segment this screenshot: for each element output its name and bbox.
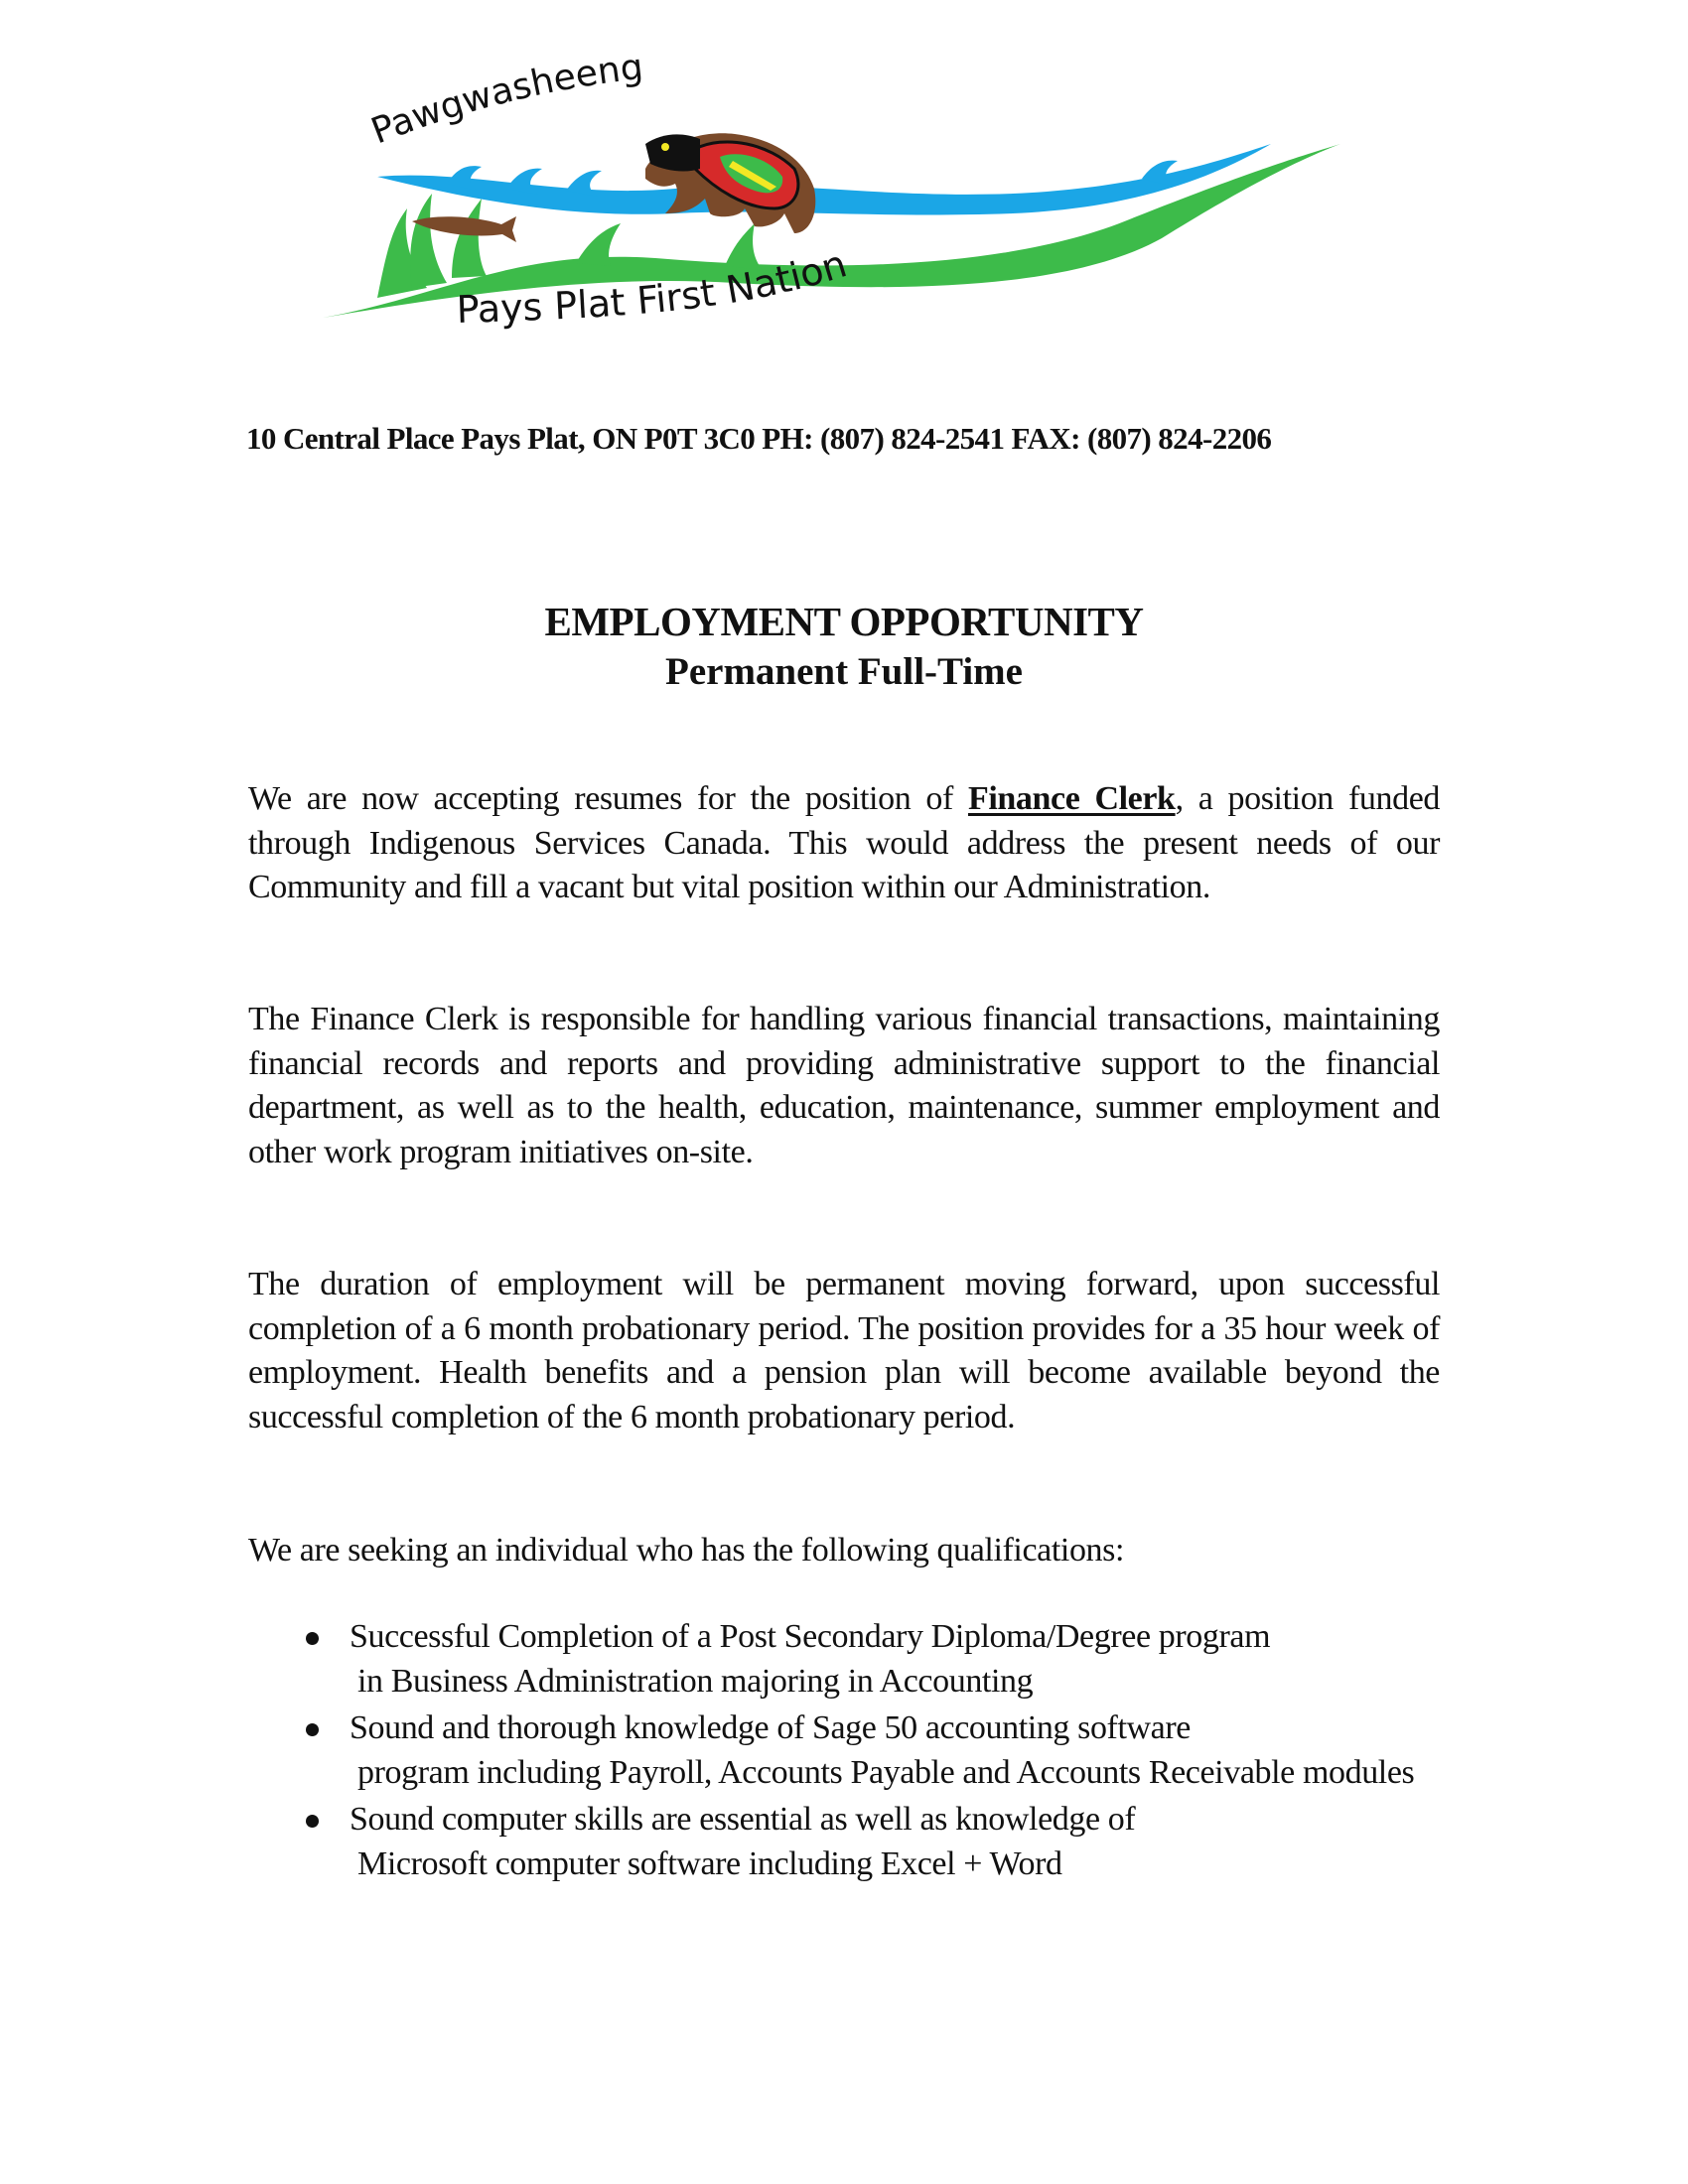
bullet-icon (306, 1723, 319, 1736)
contact-address-line: 10 Central Place Pays Plat, ON P0T 3C0 PH: (807) 824-2541 FAX: (807) 824-2206 (246, 421, 1272, 456)
qualifications-list (298, 1615, 1450, 1890)
svg-text:Pays Plat First Nation: Pays Plat First Nation (455, 241, 852, 332)
page-subtitle: Permanent Full-Time (665, 650, 1023, 693)
list-item: Sound and thorough knowledge of Sage 50 accounting software program including Payroll, Accounts Payable and Accounts Receivable modules (298, 1706, 1450, 1795)
intro-paragraph (248, 777, 1440, 910)
document-heading (238, 596, 1450, 697)
duration-paragraph: The duration of employment will be permanent moving forward, upon successful completion of a 6 month probationary period. The position provides for a 35 hour week of employment. Health benefits and a pension plan will become available beyond the successful completion of the 6 month probationary period. (248, 1266, 1440, 1435)
bullet-icon (306, 1815, 319, 1828)
intro-text-before: We are now accepting resumes for the position of (248, 780, 968, 817)
svg-text:Pawgwasheeng: Pawgwasheeng (365, 50, 645, 153)
position-title: Finance Clerk (967, 780, 1176, 817)
bear-icon (645, 133, 815, 233)
responsibilities-paragraph: The Finance Clerk is responsible for handling various financial transactions, maintaining financial records and reports and providing administrative support to the financial department, as well as to the health, education, maintenance, summer employment and other work program initiatives on-site. (248, 1001, 1440, 1170)
list-item: Successful Completion of a Post Secondary Diploma/Degree program in Business Administration majoring in Accounting (298, 1615, 1450, 1704)
page-title: EMPLOYMENT OPPORTUNITY (544, 599, 1144, 644)
intro-text-after: , a position funded through Indigenous Services Canada. This would address the present needs of our Community and fill a vacant but vital position within our Administration. (248, 780, 1440, 906)
list-item: Sound computer skills are essential as well as knowledge of Microsoft computer software including Excel + Word (298, 1798, 1450, 1886)
pays-plat-logo (318, 50, 1370, 347)
qualifications-intro: We are seeking an individual who has the following qualifications: (248, 1532, 1125, 1569)
bullet-icon (306, 1632, 319, 1645)
logo-graphic (318, 50, 1370, 347)
